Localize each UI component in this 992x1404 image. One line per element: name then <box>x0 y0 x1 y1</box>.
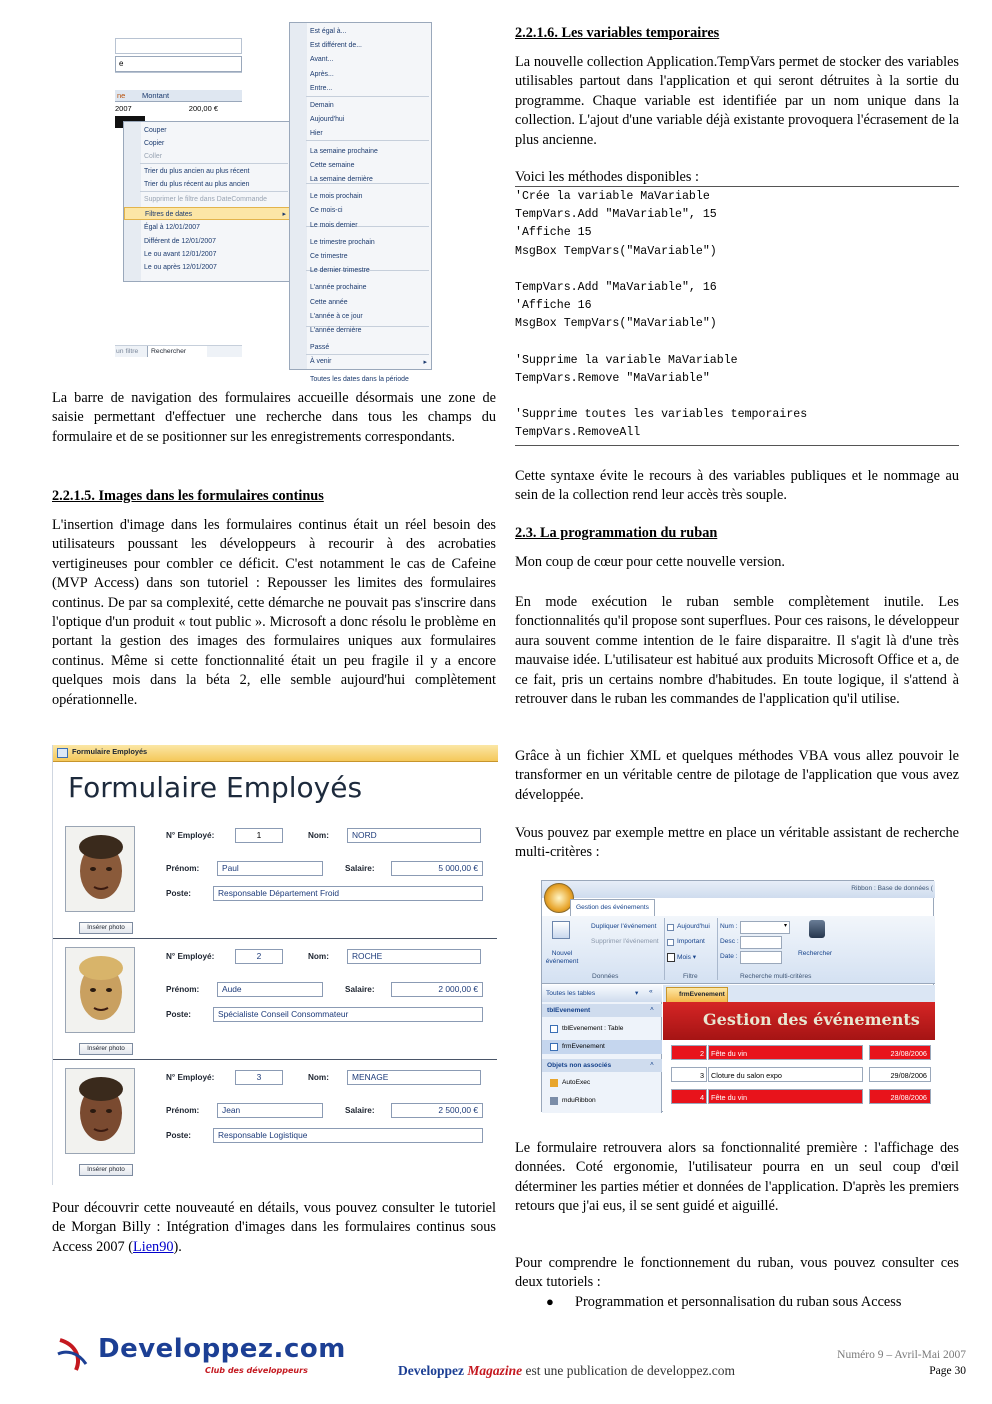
date-filter-item[interactable]: À venir <box>310 358 332 366</box>
form-icon <box>57 748 68 758</box>
date-filter-item[interactable]: Toutes les dates dans la période <box>310 375 409 383</box>
tutorial-text-end: ). <box>173 1238 182 1255</box>
developpez-logo-tagline: Club des développeurs <box>205 1366 308 1375</box>
page-number: Page 30 <box>929 1365 966 1377</box>
position-field[interactable]: Spécialiste Conseil Consommateur <box>213 1007 483 1022</box>
important-checkbox[interactable] <box>667 938 705 945</box>
insert-photo-button[interactable]: Insérer photo <box>79 922 133 934</box>
window-title: Ribbon : Base de données ( <box>851 885 933 892</box>
code-line <box>515 261 959 279</box>
position-field[interactable]: Responsable Département Froid <box>213 886 483 901</box>
event-row[interactable] <box>671 1089 931 1104</box>
paragraph-navigation: La barre de navigation des formulaires accueille désormais une zone de saisie permettant d'effectuer une recherche dans tous les champs du formulaire et de se positionner sur les enregistrements correspondants. <box>52 390 496 445</box>
nav-filter-label: un filtre <box>116 348 139 355</box>
chevron-up-icon: ˄ <box>650 1006 654 1013</box>
form-tab-label[interactable]: Formulaire Employés <box>72 747 148 756</box>
code-line: TempVars.Remove "MaVariable" <box>515 371 710 385</box>
date-filter-item[interactable]: L'année à ce jour <box>310 312 363 320</box>
event-id: 2 <box>671 1045 707 1060</box>
label-firstname: Prénom: <box>166 985 200 994</box>
date-filter-submenu <box>289 22 432 383</box>
employee-photo <box>65 1068 135 1154</box>
nav-item-table[interactable] <box>550 1025 623 1032</box>
delete-label: Supprimer l'événement <box>591 938 659 945</box>
form-field-e: e <box>115 56 242 72</box>
context-menu-item[interactable]: Filtres de dates <box>124 207 290 220</box>
screenshot-date-filter-menu <box>115 20 435 383</box>
form-header <box>663 1002 935 1040</box>
event-row[interactable] <box>671 1045 931 1060</box>
duplicate-event-button[interactable] <box>580 923 656 930</box>
macro-icon <box>550 1079 558 1087</box>
label-firstname: Prénom: <box>166 1106 200 1115</box>
ribbon-tab-label: Gestion des événements <box>576 904 649 911</box>
menu-separator <box>140 191 288 192</box>
label-position: Poste: <box>166 1010 192 1019</box>
nav-item-autoexec[interactable] <box>550 1079 590 1086</box>
code-line: 'Supprime toutes les variables temporaires <box>515 408 808 422</box>
event-date: 29/08/2006 <box>869 1067 931 1082</box>
insert-photo-button[interactable]: Insérer photo <box>79 1164 133 1176</box>
date-filter-item[interactable]: Cette année <box>310 298 348 306</box>
date-filter-item[interactable]: Le mois prochain <box>310 193 363 201</box>
month-label: Mois <box>677 954 691 961</box>
event-row[interactable] <box>671 1067 931 1082</box>
code-block <box>515 188 959 443</box>
nav-item-selected[interactable] <box>542 1040 662 1054</box>
form-tab[interactable] <box>666 987 728 1002</box>
date-filter-item[interactable]: Demain <box>310 102 334 109</box>
context-menu-item[interactable]: Supprimer le filtre dans DateCommande <box>144 196 267 203</box>
form-tab-bar <box>53 745 498 762</box>
name-field[interactable]: NORD <box>347 828 481 843</box>
paragraph-understand: Pour comprendre le fonctionnement du ruban, vous pouvez consulter ces deux tutoriels : <box>515 1255 959 1291</box>
bullet-icon: ● <box>546 1294 554 1309</box>
code-line: MsgBox TempVars("MaVariable") <box>515 244 717 258</box>
position-field[interactable]: Responsable Logistique <box>213 1128 483 1143</box>
submenu-arrow-icon: ▸ <box>423 359 427 366</box>
navigation-bar <box>115 345 242 357</box>
paragraph-exec-mode: En mode exécution le ruban semble complètement inutile. Les fonctionnalités qu'il propose sont superflues. Pour ces raisons, le développeur aura souvent comme intention de le faire disparaitre. Il s'agit là d'une très mauvaise idée. L'utilisateur est habitué aux produits Microsoft Office et a, de ce fait, pris un certains nombre d'habitudes. En toute logique, il s'attend à retrouver dans le ruban les commandes de l'application qu'il utilise. <box>515 594 959 708</box>
label-salary: Salaire: <box>345 864 375 873</box>
context-menu <box>123 121 291 282</box>
paragraph-example: Vous pouvez par exemple mettre en place un véritable assistant de recherche multi-critères : <box>515 825 959 861</box>
code-line: 'Supprime la variable MaVariable <box>515 353 738 367</box>
date-filter-item[interactable]: Aujourd'hui <box>310 116 345 124</box>
date-filter-item[interactable]: Est égal à... <box>310 28 347 35</box>
developpez-logo-icon <box>56 1334 92 1374</box>
today-label: Aujourd'hui <box>677 923 710 930</box>
employee-photo <box>65 947 135 1033</box>
name-field[interactable]: ROCHE <box>347 949 481 964</box>
date-filter-item[interactable]: La semaine dernière <box>310 176 373 183</box>
nav-pane-header[interactable] <box>542 985 662 1002</box>
context-menu-item[interactable]: Couper <box>144 127 167 134</box>
chevron-up-icon-2: ˄ <box>650 1061 654 1068</box>
paragraph-tutorial <box>52 1199 496 1257</box>
code-line: MsgBox TempVars("MaVariable") <box>515 317 717 331</box>
nav-collapse-icon[interactable]: « <box>649 988 653 995</box>
nav-group1-label: tblEvenement <box>547 1007 591 1014</box>
code-rule-bottom <box>515 445 959 446</box>
publication-publisher: est une publication de developpez.com <box>525 1363 736 1378</box>
employee-photo <box>65 826 135 912</box>
label-firstname: Prénom: <box>166 864 200 873</box>
code-line: 'Crée la variable MaVariable <box>515 190 710 203</box>
date-filter-item[interactable]: Passé <box>310 344 330 352</box>
firstname-field[interactable]: Jean <box>217 1103 323 1118</box>
salary-field[interactable]: 5 000,00 € <box>391 861 483 876</box>
code-rule-top <box>515 186 959 187</box>
event-id: 4 <box>671 1089 707 1104</box>
label-employee-number: N° Employé: <box>166 831 215 840</box>
record-separator <box>53 938 497 939</box>
column-header-montant: Montant <box>142 91 170 100</box>
date-label: Date : <box>720 953 738 960</box>
code-line: TempVars.Add "MaVariable", 15 <box>515 208 717 222</box>
nav-item4-label: mduRibbon <box>562 1097 596 1104</box>
paragraph-xml: Grâce à un fichier XML et quelques méthodes VBA vous allez pouvoir le transformer en un véritable centre de pilotage de l'application que vous avez développée. <box>515 748 959 803</box>
firstname-field[interactable]: Aude <box>217 982 323 997</box>
event-label: Cloture du salon expo <box>708 1067 863 1082</box>
context-menu-item[interactable]: Le ou après 12/01/2007 <box>144 264 217 271</box>
new-event-icon <box>552 921 570 939</box>
label-name: Nom: <box>308 1073 329 1082</box>
firstname-field[interactable]: Paul <box>217 861 323 876</box>
cell-amount: 200,00 € <box>188 104 218 113</box>
code-line: 'Affiche 16 <box>515 299 592 313</box>
form-tab-title: frmEvenement <box>679 991 725 998</box>
paragraph-methods: Voici les méthodes disponibles : <box>515 169 699 185</box>
form-icon-small <box>550 1043 558 1051</box>
name-field[interactable]: MENAGE <box>347 1070 481 1085</box>
submenu-separator <box>306 96 429 97</box>
employee-number-field[interactable]: 2 <box>235 949 283 964</box>
code-line: TempVars.Add "MaVariable", 16 <box>515 280 717 294</box>
date-filter-item[interactable]: Après... <box>310 70 334 78</box>
insert-photo-button[interactable]: Insérer photo <box>79 1043 133 1055</box>
paragraph-images: L'insertion d'image dans les formulaires continus était un réel besoin des utilisateurs poussant les développeurs à recourir à des acrobaties vertigineuses pour combler ce déficit. C'est notamment le cas de Cafeine (MVP Access) dans son tutoriel : Repousser les limites des formulaires continus. De par sa complexité, cette démarche ne pouvait pas s'inscrire dans l'optique d'un produit « tout public ». Microsoft a donc résolu le problème en portant la gestion des images des formulaires uniques aux formulaires continus. Même si cette fonctionnalité était un peu fragile il y a encore quelques mois dans la béta 2, elle semble aujourd'hui complètement opérationnelle. <box>52 517 496 708</box>
nav-item2-label: frmEvenement <box>562 1043 605 1050</box>
num-input[interactable]: ▾ <box>740 921 790 934</box>
label-position: Poste: <box>166 889 192 898</box>
screenshot-ribbon <box>541 880 934 1112</box>
ribbon-body <box>542 916 935 984</box>
page-footer <box>0 1330 992 1404</box>
link-lien90[interactable]: Lien90 <box>133 1238 174 1255</box>
form-title: Formulaire Employés <box>68 771 363 804</box>
tutorial-text: Pour découvrir cette nouveauté en détails, vous pouvez consulter le tutoriel de Morgan Billy : Intégration d'images dans les formulaires continus sous Access 2007 ( <box>52 1200 496 1255</box>
column-header-left: ne <box>117 91 126 100</box>
group-divider <box>664 918 665 980</box>
paragraph-temp-vars: La nouvelle collection Application.TempVars permet de stocker des variables utilisables partout dans l'application et qui seront détruites à la sortie du programme. Chaque variable est identifiée par un nom unique dans la collection. L'ajout d'une variable déjà existante provoquera l'écrasement de la plus ancienne. <box>515 54 959 148</box>
table-icon <box>550 1025 558 1033</box>
nav-item1-label: tblEvenement : Table <box>562 1025 624 1032</box>
group-divider-2 <box>717 918 718 980</box>
paragraph-favorite: Mon coup de cœur pour cette nouvelle version. <box>515 554 785 570</box>
event-form <box>663 985 935 1113</box>
today-checkbox[interactable] <box>667 923 710 930</box>
date-filter-item[interactable]: Le mois dernier <box>310 221 358 229</box>
date-filter-item[interactable]: Avant... <box>310 56 334 64</box>
record-separator <box>53 1059 497 1060</box>
event-label: Fête du vin <box>708 1045 863 1060</box>
context-menu-item[interactable]: Coller <box>144 153 162 160</box>
label-employee-number: N° Employé: <box>166 1073 215 1082</box>
delete-event-button[interactable] <box>580 938 659 945</box>
heading-temp-vars: 2.2.1.6. Les variables temporaires <box>515 25 720 41</box>
month-select[interactable]: Mois ▾ <box>667 953 696 961</box>
issue-number: Numéro 9 – Avril-Mai 2007 <box>837 1349 966 1361</box>
publication-line <box>398 1363 735 1379</box>
event-id: 3 <box>671 1067 707 1082</box>
publication-magazine: Magazine <box>467 1363 523 1378</box>
nav-group2-label: Objets non associés <box>547 1062 612 1069</box>
search-button[interactable]: Rechercher <box>798 950 833 957</box>
label-name: Nom: <box>308 952 329 961</box>
nav-header-label: Toutes les tables <box>546 990 596 997</box>
paragraph-syntax: Cette syntaxe évite le recours à des variables publiques et le nommage au sein de la collection rend leur accès très souple. <box>515 468 959 504</box>
label-employee-number: N° Employé: <box>166 952 215 961</box>
important-label: Important <box>677 938 705 945</box>
context-menu-item[interactable]: Trier du plus récent au plus ancien <box>144 181 250 188</box>
binoculars-icon <box>809 920 825 938</box>
code-line: TempVars.RemoveAll <box>515 426 641 440</box>
date-filter-item[interactable]: Le dernier trimestre <box>310 267 370 275</box>
employee-number-field[interactable]: 1 <box>235 828 283 843</box>
date-filter-item[interactable]: Entre... <box>310 84 333 92</box>
nav-item-module[interactable] <box>550 1097 596 1104</box>
date-input[interactable] <box>740 951 782 964</box>
nav-item3-label: AutoExec <box>562 1079 591 1086</box>
nav-dropdown-icon[interactable]: ▾ <box>635 990 639 997</box>
form-tab-strip <box>663 985 935 1002</box>
date-filter-item[interactable]: Le trimestre prochain <box>310 238 375 246</box>
screenshot-employee-form <box>52 745 497 1185</box>
context-menu-item[interactable]: Différent de 12/01/2007 <box>144 238 216 245</box>
publication-name: Developpez <box>398 1363 464 1378</box>
cell-year: 2007 <box>115 104 132 113</box>
paragraph-form: Le formulaire retrouvera alors sa fonctionnalité première : l'affichage des données. Coté ergonomie, l'utilisateur pourra en un seul coup d'œil déterminer les parties métier et données de l'application. D'après les premiers retours que j'ai eus, il se sent guidé et aiguillé. <box>515 1140 959 1215</box>
context-menu-item[interactable]: Le ou avant 12/01/2007 <box>144 251 217 258</box>
date-filter-item[interactable]: Est différent de... <box>310 42 362 50</box>
ribbon-tab[interactable] <box>570 899 655 916</box>
event-date: 28/08/2006 <box>869 1089 931 1104</box>
code-line <box>515 388 959 406</box>
event-label: Fête du vin <box>708 1089 863 1104</box>
label-name: Nom: <box>308 831 329 840</box>
date-filter-item[interactable]: La semaine prochaine <box>310 147 378 155</box>
context-menu-item[interactable]: Copier <box>144 140 165 147</box>
menu-separator <box>140 163 288 164</box>
nav-group-header[interactable] <box>542 1004 662 1017</box>
label-salary: Salaire: <box>345 985 375 994</box>
date-filter-item[interactable]: Hier <box>310 130 323 138</box>
desc-label: Desc : <box>720 938 739 945</box>
date-filter-item[interactable]: Cette semaine <box>310 161 355 169</box>
code-line <box>515 334 959 352</box>
date-filter-item[interactable]: Ce trimestre <box>310 253 348 260</box>
date-filter-item[interactable]: L'année prochaine <box>310 284 367 292</box>
form-field-1 <box>115 38 242 54</box>
salary-field[interactable]: 2 500,00 € <box>391 1103 483 1118</box>
bullet-text: Programmation et personnalisation du ruban sous Access <box>575 1294 902 1310</box>
group-label-data: Données <box>592 973 619 980</box>
navigation-pane <box>542 985 662 1113</box>
date-filter-item[interactable]: Ce mois-ci <box>310 207 343 215</box>
window-title-bar <box>542 881 935 898</box>
group-label-search: Recherche multi-critères <box>740 973 812 980</box>
nav-group2-header[interactable] <box>542 1059 662 1072</box>
event-date: 23/08/2006 <box>869 1045 931 1060</box>
module-icon <box>550 1097 558 1105</box>
label-salary: Salaire: <box>345 1106 375 1115</box>
context-menu-item[interactable]: Trier du plus ancien au plus récent <box>144 168 250 175</box>
heading-images-continuous-forms: 2.2.1.5. Images dans les formulaires continus <box>52 488 324 504</box>
submenu-arrow-icon: ▸ <box>282 211 286 218</box>
nav-search-box[interactable]: Rechercher <box>147 346 207 357</box>
salary-field[interactable]: 2 000,00 € <box>391 982 483 997</box>
group-label-filter: Filtre <box>683 973 698 980</box>
date-filter-item[interactable]: L'année dernière <box>310 327 362 334</box>
event-form-title: Gestion des événements <box>703 1010 920 1029</box>
num-label: Num : <box>720 923 738 930</box>
new-event-button[interactable]: Nouvel événement <box>545 950 579 965</box>
employee-number-field[interactable]: 3 <box>235 1070 283 1085</box>
datasheet-header <box>115 90 242 102</box>
desc-input[interactable] <box>740 936 782 949</box>
code-line: 'Affiche 15 <box>515 226 592 240</box>
context-menu-item[interactable]: Égal à 12/01/2007 <box>144 224 200 231</box>
datasheet-row <box>115 103 242 115</box>
heading-ribbon: 2.3. La programmation du ruban <box>515 525 718 541</box>
developpez-logo[interactable]: Developpez.com <box>98 1334 346 1364</box>
duplicate-label: Dupliquer l'événement <box>591 923 657 930</box>
label-position: Poste: <box>166 1131 192 1140</box>
